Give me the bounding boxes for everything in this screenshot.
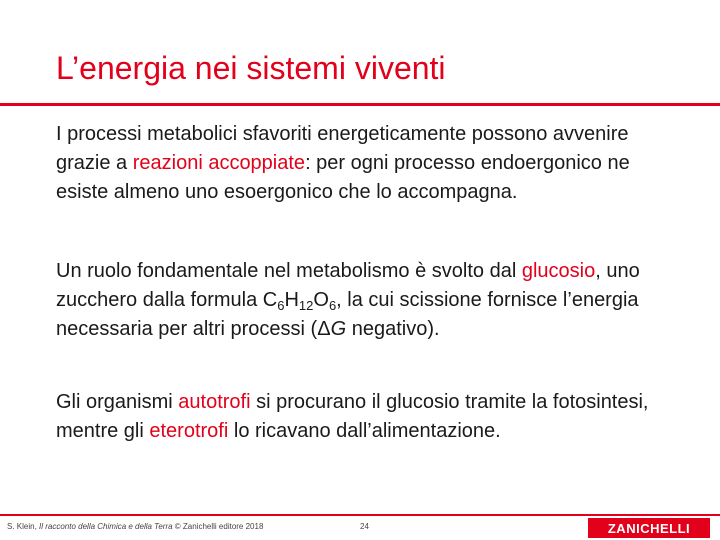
formula-o: O (313, 289, 329, 311)
footer-credit (7, 522, 263, 531)
p2-highlight: glucosio (521, 260, 596, 282)
formula-sub-h: 12 (298, 298, 314, 313)
publisher-logo: ZANICHELLI (588, 518, 710, 538)
title-divider (0, 103, 720, 106)
paragraph-organisms (56, 388, 666, 446)
footer-divider (0, 514, 720, 516)
p3-text-mid: si procurano il glucosio tramite la fotosintesi, mentre gli (56, 391, 649, 442)
p1-highlight: reazioni accoppiate (132, 152, 306, 174)
footer-author: S. Klein, (7, 522, 40, 531)
paragraph-coupled-reactions (56, 120, 666, 207)
p1-text-after: : per ogni processo endoergonico ne esiste almeno uno esoergonico che lo accompagna. (56, 152, 630, 203)
footer-publisher: © Zanichelli editore 2018 (172, 522, 264, 531)
formula-sub-c: 6 (277, 298, 285, 313)
p3-highlight-autotrofi: autotrofi (178, 391, 251, 413)
p2-text-mid: , uno zucchero dalla formula C (56, 260, 640, 311)
paragraph-glucose (56, 257, 666, 344)
p2-text-after: , la cui scissione fornisce l’energia necessaria per altri processi (Δ (56, 289, 639, 340)
formula-h: H (284, 289, 299, 311)
p2-text-before: Un ruolo fondamentale nel metabolismo è svolto dal (56, 260, 522, 282)
p2-text-end: negativo). (346, 318, 440, 340)
formula-sub-o: 6 (328, 298, 337, 313)
p3-text-before: Gli organismi (56, 391, 179, 413)
p1-text-before: I processi metabolici sfavoriti energeticamente possono avvenire grazie a (56, 123, 629, 174)
footer-book-title: Il racconto della Chimica e della Terra (39, 522, 173, 531)
p2-italic-g: G (330, 318, 347, 340)
page-number: 24 (360, 522, 369, 531)
p3-highlight-eterotrofi: eterotrofi (149, 420, 229, 442)
p3-text-after: lo ricavano dall’alimentazione. (228, 420, 501, 442)
slide-title: L’energia nei sistemi viventi (56, 50, 446, 86)
